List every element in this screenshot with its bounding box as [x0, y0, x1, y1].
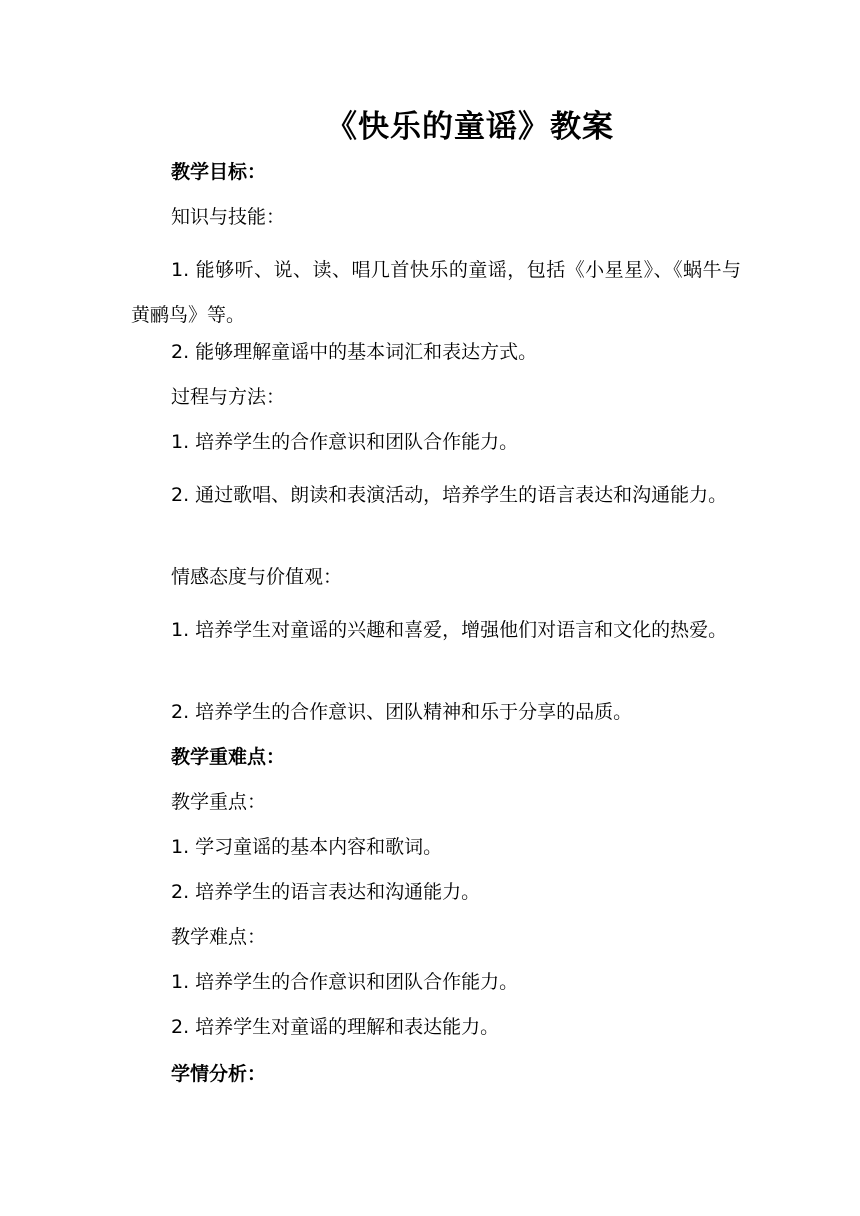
list-item-process-2-text: 2. 通过歌唱、朗读和表演活动，培养学生的语言表达和沟通能力。 [171, 484, 728, 506]
subsection-label-attitudes-values: 情感态度与价值观： [171, 566, 343, 588]
section-heading-objectives: 教学目标： [171, 161, 267, 183]
list-item-key-2: 2. 培养学生的语言表达和沟通能力。 [171, 881, 481, 903]
list-item-knowledge-1-line1 [131, 248, 741, 338]
list-item-key-1: 1. 学习童谣的基本内容和歌词。 [171, 836, 443, 858]
subsection-label-process-methods: 过程与方法： [171, 386, 286, 408]
list-item-difficulty-2: 2. 培养学生对童谣的理解和表达能力。 [171, 1016, 500, 1038]
list-item-knowledge-2: 2. 能够理解童谣中的基本词汇和表达方式。 [171, 341, 538, 363]
list-item-difficulty-1: 1. 培养学生的合作意识和团队合作能力。 [171, 971, 519, 993]
subsection-label-knowledge-skills: 知识与技能： [171, 206, 286, 228]
section-heading-key-points: 教学重难点： [171, 746, 286, 768]
subsection-label-key-points: 教学重点： [171, 791, 267, 813]
list-item-knowledge-1-text: 1. 能够听、说、读、唱几首快乐的童谣，包括《小星星》、《蜗牛与黄鹂鸟》等。 [131, 259, 741, 326]
list-item-process-2-wrap [131, 473, 741, 518]
document-title: 《快乐的童谣》教案 [326, 109, 614, 145]
list-item-process-1: 1. 培养学生的合作意识和团队合作能力。 [171, 431, 519, 453]
subsection-label-difficulties: 教学难点： [171, 926, 267, 948]
list-item-attitudes-2: 2. 培养学生的合作意识、团队精神和乐于分享的品质。 [171, 701, 633, 723]
list-item-attitudes-1-text: 1. 培养学生对童谣的兴趣和喜爱，增强他们对语言和文化的热爱。 [171, 619, 728, 641]
section-heading-learner-analysis: 学情分析： [171, 1063, 267, 1085]
list-item-attitudes-1-wrap [131, 608, 741, 653]
